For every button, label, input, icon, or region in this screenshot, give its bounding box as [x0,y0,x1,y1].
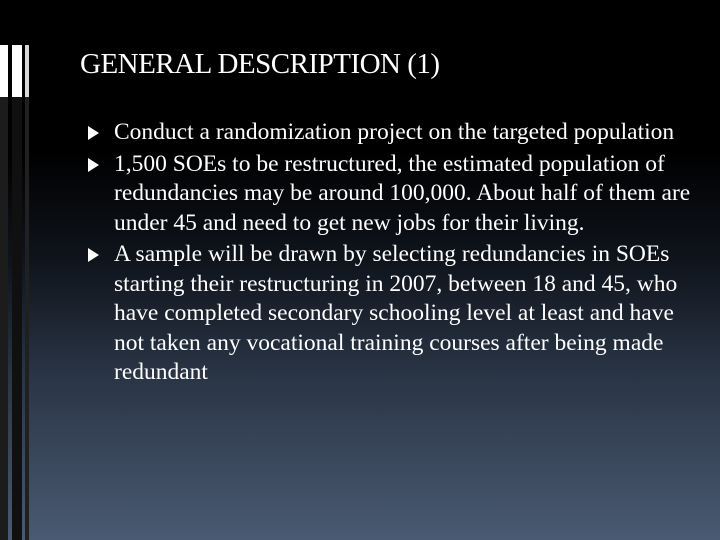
decorative-bar [25,45,29,540]
bullet-item [88,240,700,388]
decorative-bar [0,45,8,540]
decorative-strip [12,45,22,97]
left-decorative-bars [0,45,40,540]
triangle-bullet-icon [88,248,99,262]
bullet-text: 1,500 SOEs to be restructured, the estimated population of redundancies may be around 100,000. About half of them are under 45 and need to get new jobs for their living. [114,150,691,236]
triangle-bullet-icon [88,158,99,172]
decorative-strip [25,45,29,97]
bullet-list [88,118,700,390]
slide-title: GENERAL DESCRIPTION (1) [80,48,440,80]
decorative-strip [0,45,8,97]
bullet-item [88,118,700,148]
bullet-item [88,150,700,239]
bullet-text: Conduct a randomization project on the targeted population [114,119,675,145]
triangle-bullet-icon [88,126,99,140]
bullet-text: A sample will be drawn by selecting redundancies in SOEs starting their restructuring in 2007, between 18 and 45, who have completed secondary schooling level at least and have not taken any vocational training courses after being made redundant [114,241,678,385]
decorative-bar [12,45,22,540]
